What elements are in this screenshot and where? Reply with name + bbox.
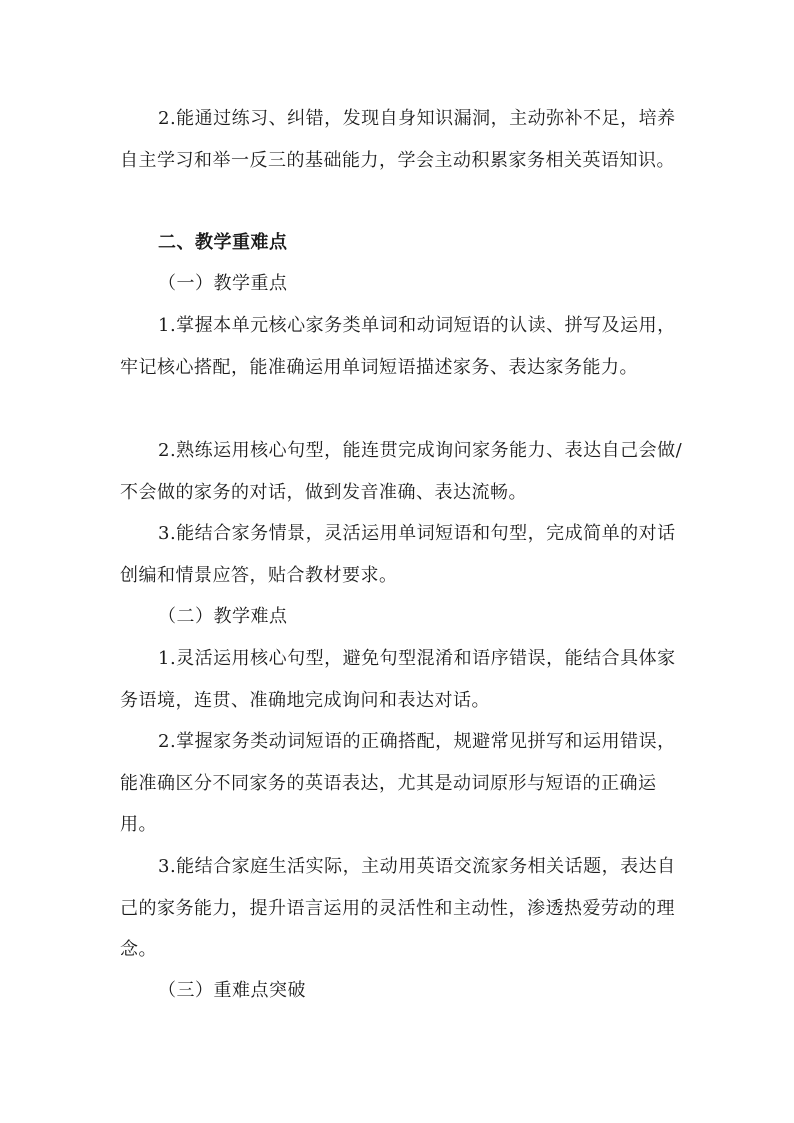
paragraph-key-point-1: 1.掌握本单元核心家务类单词和动词短语的认读、拼写及运用，牢记核心搭配，能准确运用单词短语描述家务、表达家务能力。 xyxy=(120,315,676,378)
paragraph-difficult-point-3: 3.能结合家庭生活实际，主动用英语交流家务相关话题，表达自己的家务能力，提升语言运用的灵活性和主动性，渗透热爱劳动的理念。 xyxy=(120,856,676,960)
paragraph-key-point-2: 2.熟练运用核心句型，能连贯完成询问家务能力、表达自己会做/不会做的家务的对话，做到发音准确、表达流畅。 xyxy=(120,440,683,503)
paragraph-objective-2: 2.能通过练习、纠错，发现自身知识漏洞，主动弥补不足，培养自主学习和举一反三的基础能力，学会主动积累家务相关英语知识。 xyxy=(120,108,676,171)
subheading-breakthrough: （三）重难点突破 xyxy=(158,980,306,1001)
section-heading-key-difficult-points: 二、教学重难点 xyxy=(158,232,288,253)
paragraph-difficult-point-1: 1.灵活运用核心句型，避免句型混淆和语序错误，能结合具体家务语境，连贯、准确地完成询问和表达对话。 xyxy=(120,648,676,711)
paragraph-difficult-point-2: 2.掌握家务类动词短语的正确搭配，规避常见拼写和运用错误，能准确区分不同家务的英语表达，尤其是动词原形与短语的正确运用。 xyxy=(120,731,676,835)
subheading-key-points: （一）教学重点 xyxy=(158,273,288,294)
subheading-difficult-points: （二）教学难点 xyxy=(158,606,288,627)
paragraph-key-point-3: 3.能结合家务情景，灵活运用单词短语和句型，完成简单的对话创编和情景应答，贴合教材要求。 xyxy=(120,523,676,586)
